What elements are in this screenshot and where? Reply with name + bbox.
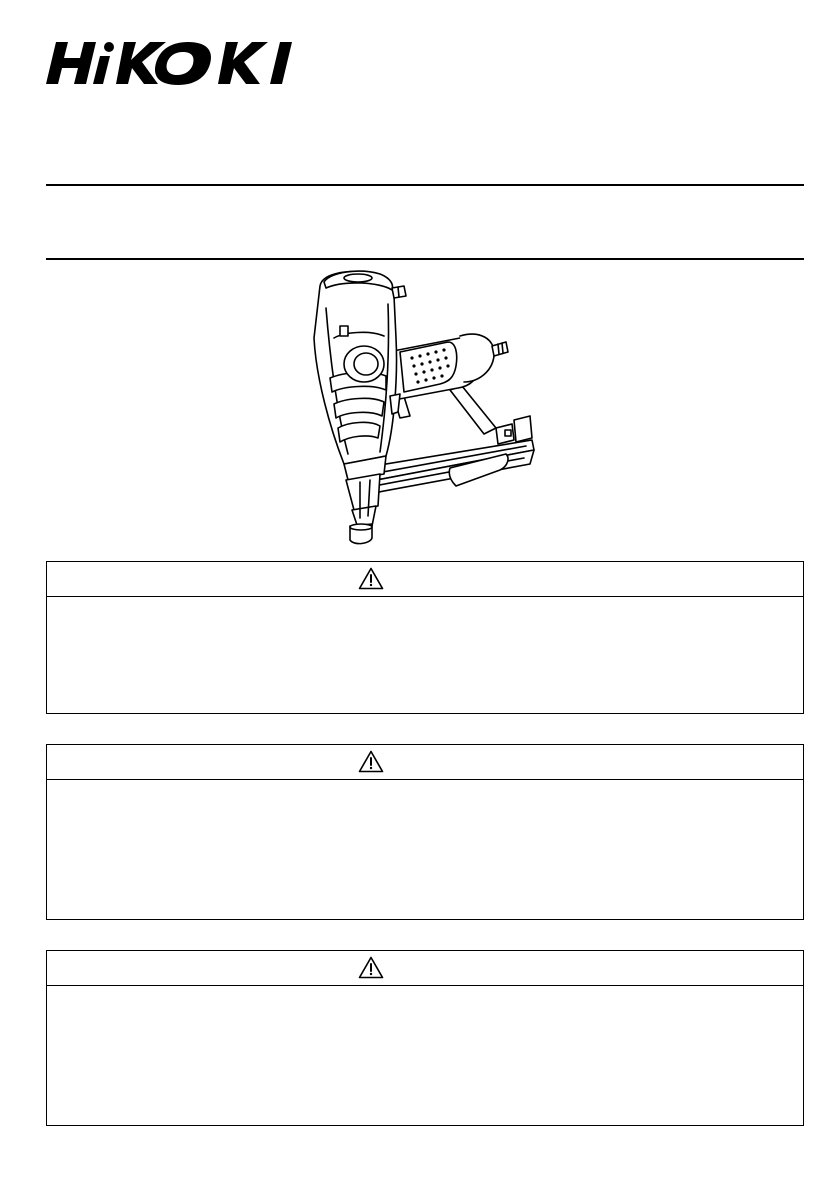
hikoki-logo-mark (46, 40, 322, 86)
warning-triangle-icon (358, 750, 384, 773)
title-rule-bottom (46, 258, 804, 260)
warning-box-header (47, 562, 803, 597)
warning-triangle-icon (358, 567, 384, 590)
nailer-illustration (300, 268, 540, 548)
hikoki-logo (46, 40, 322, 86)
warning-box-1 (46, 561, 804, 714)
warning-box-header (47, 951, 803, 986)
warning-box-2 (46, 744, 804, 920)
warning-box-3 (46, 950, 804, 1126)
warning-triangle-icon (358, 956, 384, 979)
title-rule-top (46, 184, 804, 186)
warning-box-header (47, 745, 803, 780)
model-title-area (46, 187, 804, 257)
